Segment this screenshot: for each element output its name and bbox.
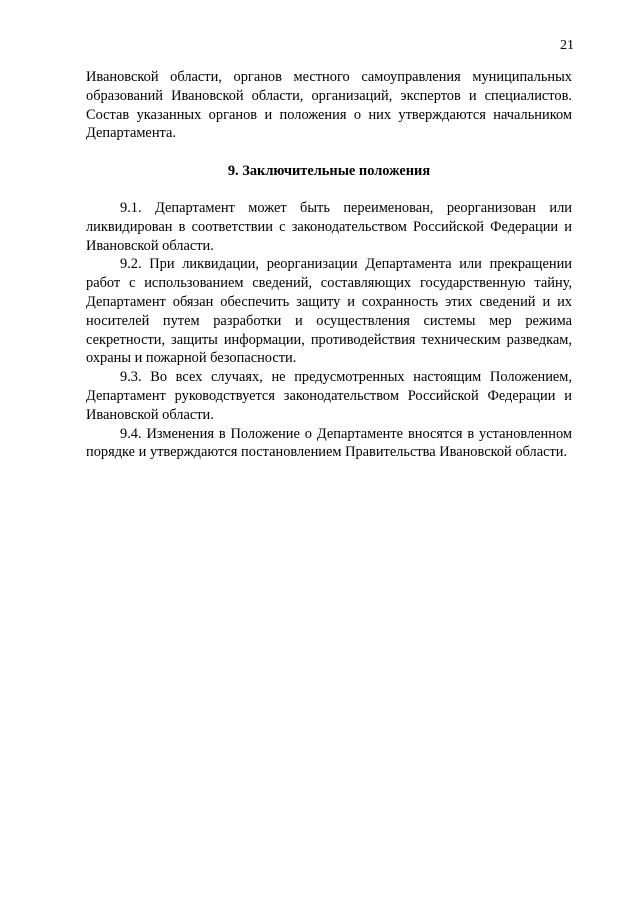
page-number: 21: [560, 38, 574, 53]
paragraph-9-4: 9.4. Изменения в Положение о Департаменте вносятся в установленном порядке и утверждаются постановлением Правительства Ивановской области.: [86, 425, 572, 461]
paragraph-9-3: 9.3. Во всех случаях, не предусмотренных настоящим Положением, Департамент руководствуется законодательством Российской Федерации и Ивановской области.: [86, 369, 572, 423]
section-title: 9. Заключительные положения: [227, 163, 431, 180]
paragraph-9-1: 9.1. Департамент может быть переименован, реорганизован или ликвидирован в соответствии с законодательством Российской Федерации и Ивановской области.: [86, 199, 572, 254]
paragraph-9-2: 9.2. При ликвидации, реорганизации Департамента или прекращении работ с использованием сведений, составляющих государственную тайну, Департамент обязан обеспечить защиту и сохранность этих сведений и их носителей путем разработки и осуществления системы мер режима секретности, защиты информации, противодействия техническим разведкам, охраны и пожарной безопасности.: [86, 256, 572, 367]
intro-paragraph: Ивановской области, органов местного самоуправления муниципальных образований Ивановской области, организаций, экспертов и специалистов. Состав указанных органов и положения о них утверждаются начальником Департамента.: [86, 69, 572, 142]
document-body: [86, 68, 572, 462]
